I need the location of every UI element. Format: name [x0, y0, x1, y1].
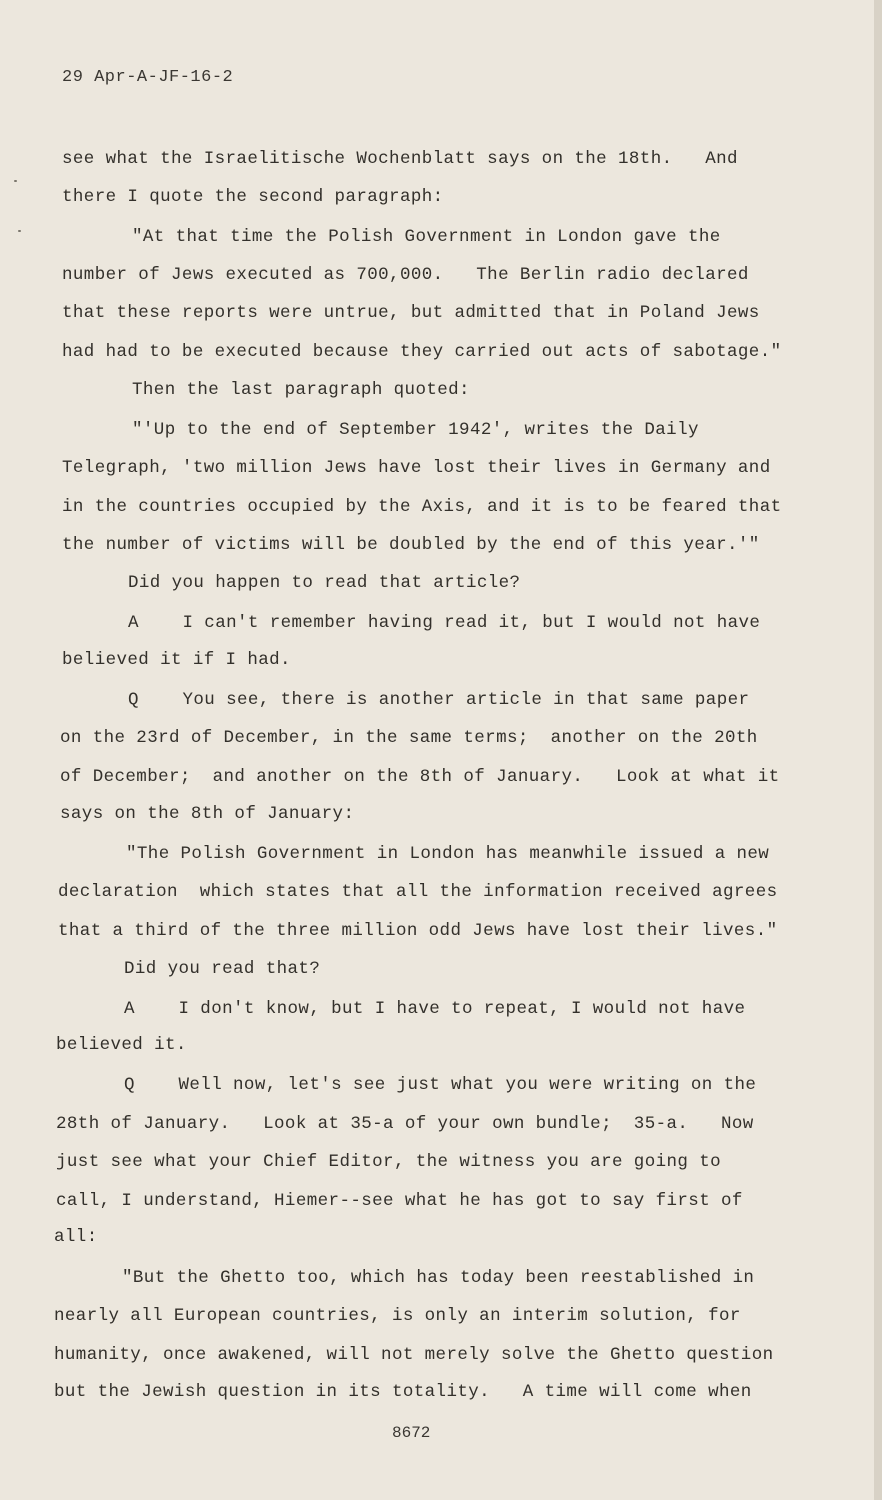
text-line: that these reports were untrue, but admitted that in Poland Jews [62, 303, 760, 323]
text-line: Q You see, there is another article in that same paper [128, 690, 750, 710]
text-line: Q Well now, let's see just what you were writing on the [124, 1075, 757, 1095]
text-line: of December; and another on the 8th of January. Look at what it [60, 767, 780, 787]
text-line: "'Up to the end of September 1942', writes the Daily [132, 420, 699, 440]
text-line: but the Jewish question in its totality. A time will come when [54, 1382, 752, 1402]
text-line: A I can't remember having read it, but I would not have [128, 613, 761, 633]
text-line: "At that time the Polish Government in London gave the [132, 227, 721, 247]
text-line: "The Polish Government in London has meanwhile issued a new [126, 844, 770, 864]
text-line: just see what your Chief Editor, the witness you are going to [56, 1152, 722, 1172]
page-header: 29 Apr-A-JF-16-2 [62, 68, 234, 87]
text-line: Then the last paragraph quoted: [132, 380, 470, 400]
text-line: see what the Israelitische Wochenblatt says on the 18th. And [62, 149, 738, 169]
text-line: nearly all European countries, is only an interim solution, for [54, 1306, 741, 1326]
text-line: on the 23rd of December, in the same terms; another on the 20th [60, 728, 758, 748]
text-line: that a third of the three million odd Jews have lost their lives." [58, 921, 778, 941]
text-line: in the countries occupied by the Axis, and it is to be feared that [62, 497, 782, 517]
text-line: call, I understand, Hiemer--see what he has got to say first of [56, 1191, 743, 1211]
text-line: had had to be executed because they carried out acts of sabotage." [62, 342, 782, 362]
text-line: believed it. [56, 1035, 187, 1055]
text-line: declaration which states that all the information received agrees [58, 882, 778, 902]
page-number: 8672 [392, 1424, 431, 1442]
text-line: all: [54, 1227, 98, 1247]
text-line: Telegraph, 'two million Jews have lost their lives in Germany and [62, 458, 771, 478]
text-line: number of Jews executed as 700,000. The Berlin radio declared [62, 265, 749, 285]
text-line: there I quote the second paragraph: [62, 187, 444, 207]
text-line: believed it if I had. [62, 650, 291, 670]
text-line: the number of victims will be doubled by the end of this year.'" [62, 535, 760, 555]
text-line: Did you happen to read that article? [128, 573, 521, 593]
paper-speck [18, 230, 21, 232]
text-line: says on the 8th of January: [60, 804, 355, 824]
text-line: 28th of January. Look at 35-a of your own bundle; 35-a. Now [56, 1114, 754, 1134]
text-line: "But the Ghetto too, which has today been reestablished in [122, 1268, 755, 1288]
paper-speck [14, 180, 17, 182]
text-line: humanity, once awakened, will not merely solve the Ghetto question [54, 1345, 774, 1365]
text-line: Did you read that? [124, 959, 321, 979]
text-line: A I don't know, but I have to repeat, I would not have [124, 999, 746, 1019]
